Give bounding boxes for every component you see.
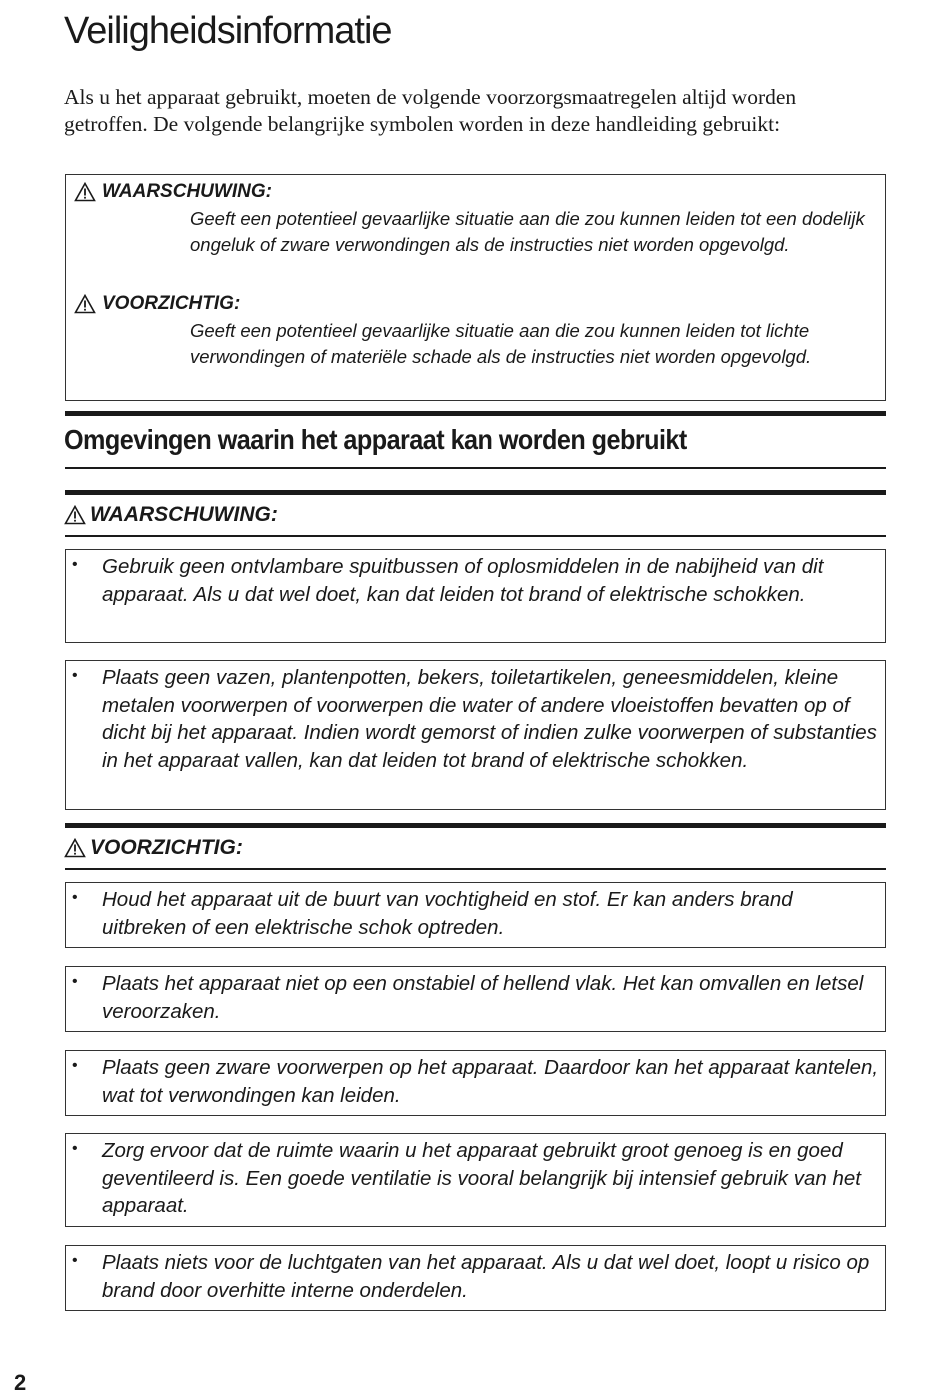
caution-item-text: Zorg ervoor dat de ruimte waarin u het apparaat gebruikt groot genoeg is en goed geventileerd is. Een goede ventilatie is vooral belangrijk bij intensief gebruik van het apparaat. xyxy=(102,1139,861,1217)
warning-heading-label: WAARSCHUWING: xyxy=(90,503,278,526)
caution-item-text: Houd het apparaat uit de buurt van vochtigheid en stof. Er kan anders brand uitbreken of een elektrische schok optreden. xyxy=(102,888,793,939)
warning-triangle-icon xyxy=(64,838,86,858)
caution-item-text: Plaats niets voor de luchtgaten van het apparaat. Als u dat wel doet, loopt u risico op brand door overhitte interne onderdelen. xyxy=(102,1251,870,1302)
warning-triangle-icon xyxy=(74,182,96,202)
caution-item xyxy=(65,882,886,948)
caution-item-text: Plaats geen zware voorwerpen op het apparaat. Daardoor kan het apparaat kantelen, wat tot verwondingen kan leiden. xyxy=(102,1056,879,1107)
warning-heading xyxy=(64,503,278,527)
bullet: • xyxy=(72,1057,78,1074)
legend-warning-label: WAARSCHUWING: xyxy=(102,181,272,202)
legend-caution-heading xyxy=(74,293,240,315)
section-title: Omgevingen waarin het apparaat kan worden gebruikt xyxy=(64,424,687,455)
bullet: • xyxy=(72,1140,78,1157)
bullet: • xyxy=(72,667,78,684)
bullet: • xyxy=(72,889,78,906)
symbol-legend-box xyxy=(65,174,886,401)
warning-item-text: Plaats geen vazen, plantenpotten, bekers, toiletartikelen, geneesmiddelen, kleine metalen voorwerpen of voorwerpen die water of andere vloeistoffen bevatten op of dicht bij het apparaat. Indien wordt gemorst of indien zulke voorwerpen of substanties in het apparaat vallen, kan dat leiden tot brand of elektrische schokken. xyxy=(102,666,877,772)
legend-caution-text: Geeft een potentieel gevaarlijke situatie aan die zou kunnen leiden tot lichte verwondingen of materiële schade als de instructies niet worden opgevolgd. xyxy=(190,320,812,367)
caution-heading-label: VOORZICHTIG: xyxy=(90,836,243,859)
section-rule-top xyxy=(65,411,886,416)
intro-paragraph: Als u het apparaat gebruikt, moeten de volgende voorzorgsmaatregelen altijd worden getroffen. De volgende belangrijke symbolen worden in deze handleiding gebruikt: xyxy=(64,85,797,136)
warning-item xyxy=(65,660,886,810)
bullet: • xyxy=(72,973,78,990)
bullet: • xyxy=(72,1252,78,1269)
caution-item xyxy=(65,1245,886,1311)
warning-rule-top xyxy=(65,490,886,495)
caution-item-text: Plaats het apparaat niet op een onstabiel of hellend vlak. Het kan omvallen en letsel veroorzaken. xyxy=(102,972,864,1023)
warning-rule-bottom xyxy=(65,535,886,537)
bullet: • xyxy=(72,556,78,573)
page-number: 2 xyxy=(14,1370,27,1395)
caution-item xyxy=(65,1133,886,1227)
caution-item xyxy=(65,966,886,1032)
legend-warning-text: Geeft een potentieel gevaarlijke situatie aan die zou kunnen leiden tot een dodelijk ongeluk of zware verwondingen als de instructies niet worden opgevolgd. xyxy=(190,208,865,255)
legend-warning-heading xyxy=(74,181,272,203)
section-rule-bottom xyxy=(65,467,886,469)
warning-item xyxy=(65,549,886,643)
caution-rule-bottom xyxy=(65,868,886,870)
legend-caution-label: VOORZICHTIG: xyxy=(102,293,241,314)
page-title: Veiligheidsinformatie xyxy=(64,10,392,52)
caution-heading xyxy=(64,836,243,860)
warning-item-text: Gebruik geen ontvlambare spuitbussen of oplosmiddelen in de nabijheid van dit apparaat. Als u dat wel doet, kan dat leiden tot brand of elektrische schokken. xyxy=(102,555,824,606)
caution-rule-top xyxy=(65,823,886,828)
caution-item xyxy=(65,1050,886,1116)
warning-triangle-icon xyxy=(74,294,96,314)
warning-triangle-icon xyxy=(64,505,86,525)
